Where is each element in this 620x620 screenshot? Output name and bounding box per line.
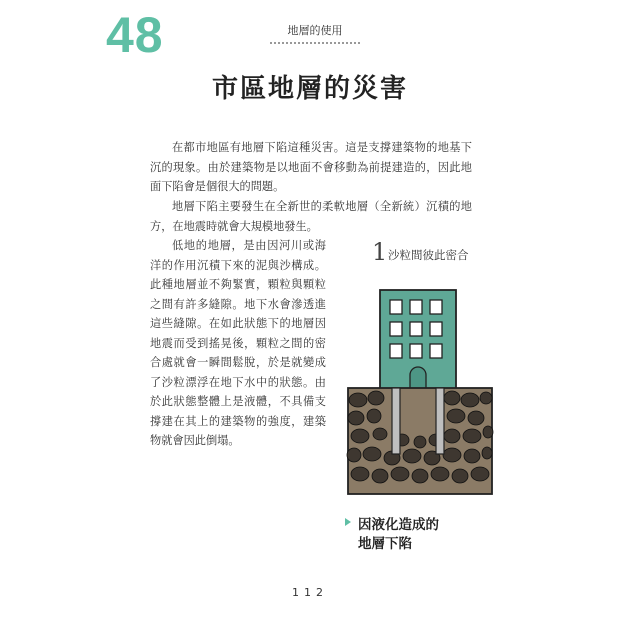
section-label: 地層的使用 <box>270 22 360 44</box>
figure-number: 1 <box>372 238 388 266</box>
liquefaction-illustration <box>340 280 500 502</box>
paragraph-2: 地層下陷主要發生在全新世的柔軟地層（全新統）沉積的地方，在地震時就會大規模地發生。 <box>150 200 472 233</box>
page-title: 市區地層的災害 <box>211 74 408 104</box>
figure-label: 沙粒間彼此密合 <box>388 248 469 262</box>
caption-arrow-icon <box>345 518 351 526</box>
paragraph-3: 低地的地層，是由因河川或海洋的作用沉積下來的泥與沙構成。此種地層並不夠緊實，顆粒與顆粒之間有許多縫隙。地下水會滲透進這些縫隙。在如此狀態下的地層因地震而受到搖晃後，顆粒之間的密合處就會一瞬間鬆脫，於是就變成了沙粒漂浮在地下水中的狀態。由於此狀態整體上是液體，不具備支撐建在其上的建築物的強度，建築物就會因此倒塌。 <box>150 239 326 447</box>
caption-line-2: 地層下陷 <box>358 536 412 552</box>
paragraph-1: 在都市地區有地層下陷這種災害。這是支撐建築物的地基下沉的現象。由於建築物是以地面不會移動為前提建造的，因此地面下陷會是個很大的問題。 <box>150 141 472 193</box>
chapter-number: 48 <box>106 7 164 63</box>
page-number: 112 <box>292 586 328 599</box>
soil-layer-illustration <box>347 388 493 494</box>
building-illustration <box>380 290 456 390</box>
caption-line-1: 因液化造成的 <box>358 517 439 533</box>
